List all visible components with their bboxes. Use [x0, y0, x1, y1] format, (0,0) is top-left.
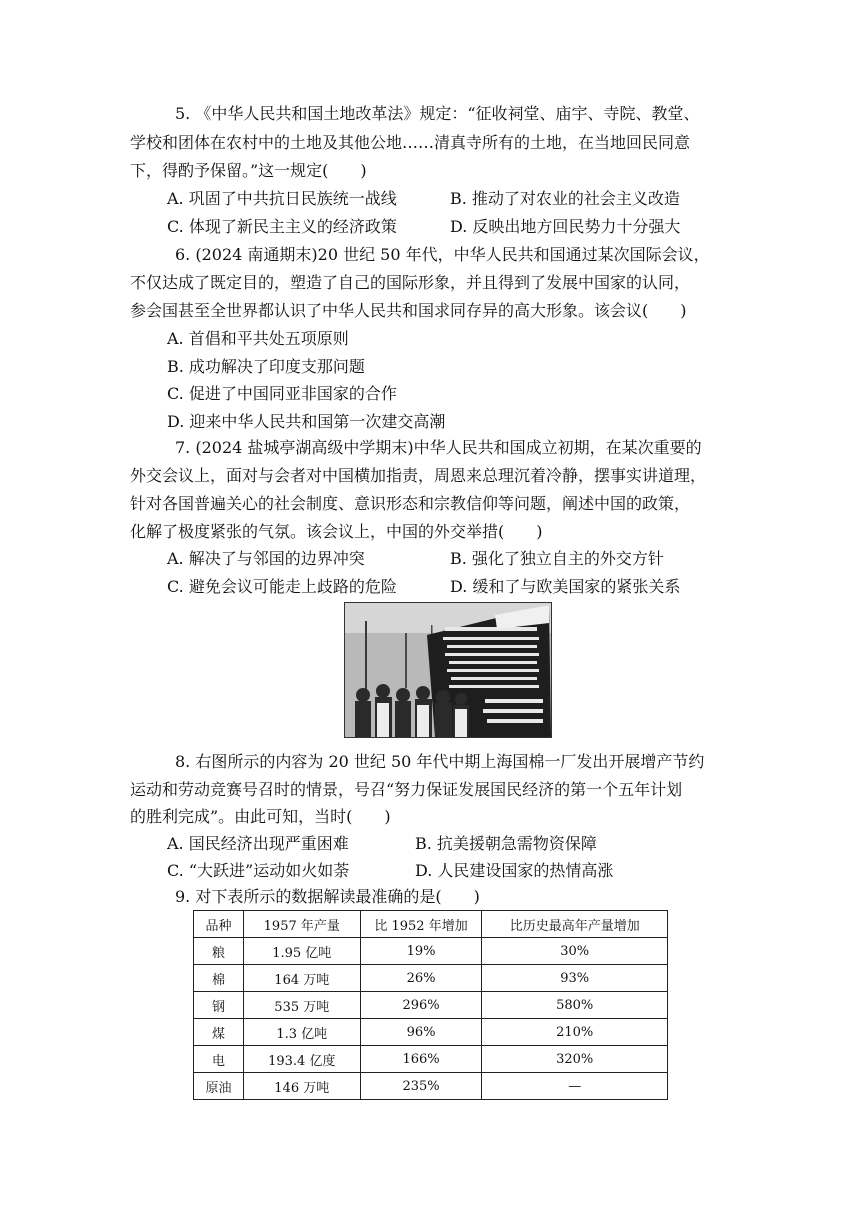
table-cell: 296%: [360, 992, 482, 1019]
table-cell: 棉: [194, 965, 244, 992]
table-cell: 210%: [482, 1019, 668, 1046]
q7-option-b: B. 强化了独立自主的外交方针: [450, 549, 664, 568]
q8-option-c: C. “大跃进”运动如火如荼: [167, 861, 350, 880]
q5-option-b: B. 推动了对农业的社会主义改造: [450, 189, 680, 208]
header-cell: 1957 年产量: [243, 911, 360, 938]
q7-option-a: A. 解决了与邻国的边界冲突: [167, 549, 365, 568]
table-cell: 煤: [194, 1019, 244, 1046]
table-cell: 96%: [360, 1019, 482, 1046]
table-cell: —: [482, 1073, 668, 1100]
q5-option-c: C. 体现了新民主主义的经济政策: [167, 217, 397, 236]
q5-option-d: D. 反映出地方回民势力十分强大: [450, 217, 681, 236]
table-cell: 电: [194, 1046, 244, 1073]
q8-option-d: D. 人民建设国家的热情高涨: [415, 861, 614, 880]
q6-option-c: C. 促进了中国同亚非国家的合作: [167, 384, 397, 403]
q6-option-d: D. 迎来中华人民共和国第一次建交高潮: [167, 412, 446, 431]
table-cell: 235%: [360, 1073, 482, 1100]
header-cell: 比 1952 年增加: [360, 911, 482, 938]
table-row: [194, 1046, 668, 1073]
q8-stem-line-3: 的胜利完成”。由此可知，当时( ): [130, 807, 391, 826]
table-header-row: [194, 911, 668, 938]
q8-stem-line-1: 8. 右图所示的内容为 20 世纪 50 年代中期上海国棉一厂发出开展增产节约: [175, 752, 705, 771]
table-cell: 166%: [360, 1046, 482, 1073]
q7-stem-line-2: 外交会议上，面对与会者对中国横加指责，周恩来总理沉着冷静，摆事实讲道理，: [130, 466, 707, 485]
table-row: [194, 965, 668, 992]
table-cell: 19%: [360, 938, 482, 965]
q5-stem-line-3: 下，得酌予保留。”这一规定( ): [130, 161, 367, 180]
q7-stem-line-1: 7. (2024 盐城亭湖高级中学期末)中华人民共和国成立初期，在某次重要的: [175, 438, 702, 457]
q6-stem-line-3: 参会国甚至全世界都认识了中华人民共和国求同存异的高大形象。该会议( ): [130, 301, 687, 320]
table-cell: 30%: [482, 938, 668, 965]
q6-stem-line-1: 6. (2024 南通期末)20 世纪 50 年代，中华人民共和国通过某次国际会议，: [175, 245, 710, 264]
q7-stem-line-3: 针对各国普遍关心的社会制度、意识形态和宗教信仰等问题，阐述中国的政策，: [130, 494, 691, 513]
q7-option-c: C. 避免会议可能走上歧路的危险: [167, 577, 397, 596]
q8-stem-line-2: 运动和劳动竞赛号召时的情景，号召“努力保证发展国民经济的第一个五年计划: [130, 780, 683, 799]
q6-option-b: B. 成功解决了印度支那问题: [167, 357, 365, 376]
table-row: [194, 1073, 668, 1100]
table-cell: 193.4 亿度: [243, 1046, 360, 1073]
table-cell: 580%: [482, 992, 668, 1019]
table-row: [194, 992, 668, 1019]
table-cell: 粮: [194, 938, 244, 965]
table-cell: 钢: [194, 992, 244, 1019]
table-row: [194, 1019, 668, 1046]
table-cell: 1.95 亿吨: [243, 938, 360, 965]
production-table: [193, 910, 668, 1100]
table-cell: 320%: [482, 1046, 668, 1073]
table-cell: 26%: [360, 965, 482, 992]
table-cell: 535 万吨: [243, 992, 360, 1019]
header-cell: 比历史最高年产量增加: [482, 911, 668, 938]
q7-option-d: D. 缓和了与欧美国家的紧张关系: [450, 577, 681, 596]
table-cell: 原油: [194, 1073, 244, 1100]
q8-option-b: B. 抗美援朝急需物资保障: [415, 834, 597, 853]
q9-stem: 9. 对下表所示的数据解读最准确的是( ): [175, 887, 480, 906]
table-cell: 164 万吨: [243, 965, 360, 992]
poster-wall-photo: [344, 602, 552, 738]
q6-option-a: A. 首倡和平共处五项原则: [167, 329, 349, 348]
q7-stem-line-4: 化解了极度紧张的气氛。该会议上，中国的外交举措( ): [130, 522, 543, 541]
table-cell: 146 万吨: [243, 1073, 360, 1100]
table-cell: 1.3 亿吨: [243, 1019, 360, 1046]
table-cell: 93%: [482, 965, 668, 992]
q8-option-a: A. 国民经济出现严重困难: [167, 834, 349, 853]
table-row: [194, 938, 668, 965]
q5-option-a: A. 巩固了中共抗日民族统一战线: [167, 189, 397, 208]
q5-stem-line-1: 5. 《中华人民共和国土地改革法》规定：“征收祠堂、庙宇、寺院、教堂、: [175, 104, 700, 123]
q6-stem-line-2: 不仅达成了既定目的，塑造了自己的国际形象，并且得到了发展中国家的认同，: [130, 273, 691, 292]
header-cell: 品种: [194, 911, 244, 938]
q5-stem-line-2: 学校和团体在农村中的土地及其他公地……清真寺所有的土地，在当地回民同意: [130, 133, 691, 152]
